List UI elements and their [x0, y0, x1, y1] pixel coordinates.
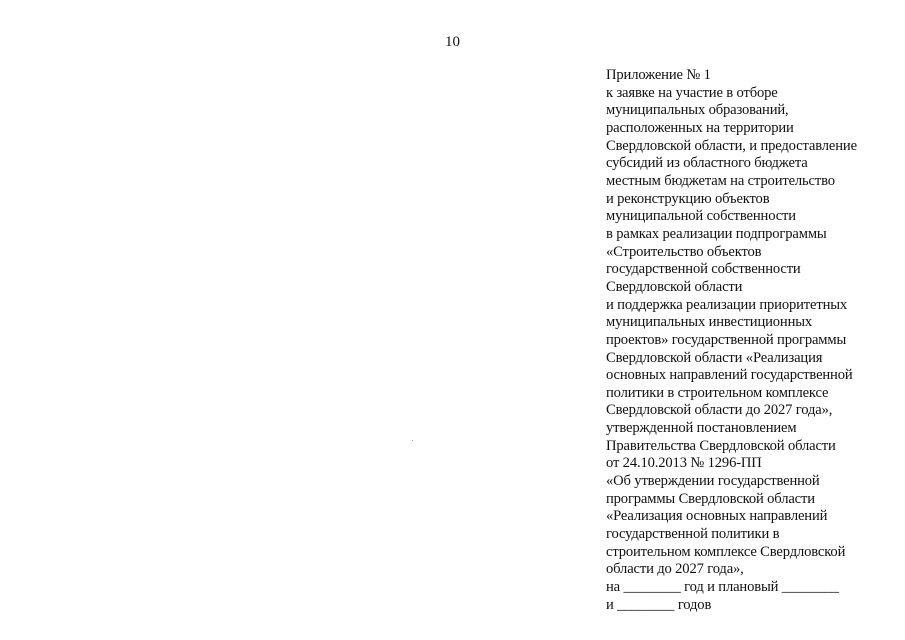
scan-speck — [412, 440, 413, 441]
appendix-line: «Об утверждении государственной — [606, 473, 820, 490]
appendix-line: и реконструкцию объектов — [606, 190, 770, 207]
appendix-line: муниципальных образований, — [606, 102, 789, 119]
appendix-line: политики в строительном комплексе — [606, 384, 829, 401]
appendix-line: от 24.10.2013 № 1296-ПП — [606, 455, 762, 472]
appendix-line: «Строительство объектов — [606, 243, 762, 260]
appendix-line: строительном комплексе Свердловской — [606, 543, 846, 560]
appendix-line: Свердловской области до 2027 года», — [606, 402, 833, 419]
appendix-line: Свердловской области — [606, 278, 743, 295]
appendix-line: «Реализация основных направлений — [606, 508, 828, 525]
appendix-line: Приложение № 1 — [606, 67, 711, 83]
appendix-header-block — [606, 67, 896, 614]
appendix-line: утвержденной постановлением — [606, 420, 797, 437]
appendix-line: муниципальных инвестиционных — [606, 314, 813, 331]
appendix-line: области до 2027 года», — [606, 561, 744, 578]
page-number: 10 — [445, 34, 460, 50]
appendix-line: и ________ годов — [606, 596, 712, 613]
appendix-line: расположенных на территории — [606, 119, 794, 136]
appendix-line: и поддержка реализации приоритетных — [606, 296, 848, 313]
appendix-line: государственной политики в — [606, 526, 780, 543]
appendix-line: проектов» государственной программы — [606, 331, 847, 348]
appendix-line: муниципальной собственности — [606, 208, 796, 225]
appendix-line: государственной собственности — [606, 261, 801, 278]
appendix-line: субсидий из областного бюджета — [606, 155, 808, 172]
appendix-line: Свердловской области «Реализация — [606, 349, 823, 366]
appendix-line: программы Свердловской области — [606, 490, 815, 507]
appendix-line: Правительства Свердловской области — [606, 437, 836, 454]
appendix-line: на ________ год и плановый ________ — [606, 579, 839, 596]
appendix-line: основных направлений государственной — [606, 367, 853, 384]
appendix-line: местным бюджетам на строительство — [606, 172, 835, 189]
appendix-line: к заявке на участие в отборе — [606, 84, 778, 101]
appendix-line: в рамках реализации подпрограммы — [606, 225, 827, 242]
appendix-line: Свердловской области, и предоставление — [606, 137, 857, 154]
